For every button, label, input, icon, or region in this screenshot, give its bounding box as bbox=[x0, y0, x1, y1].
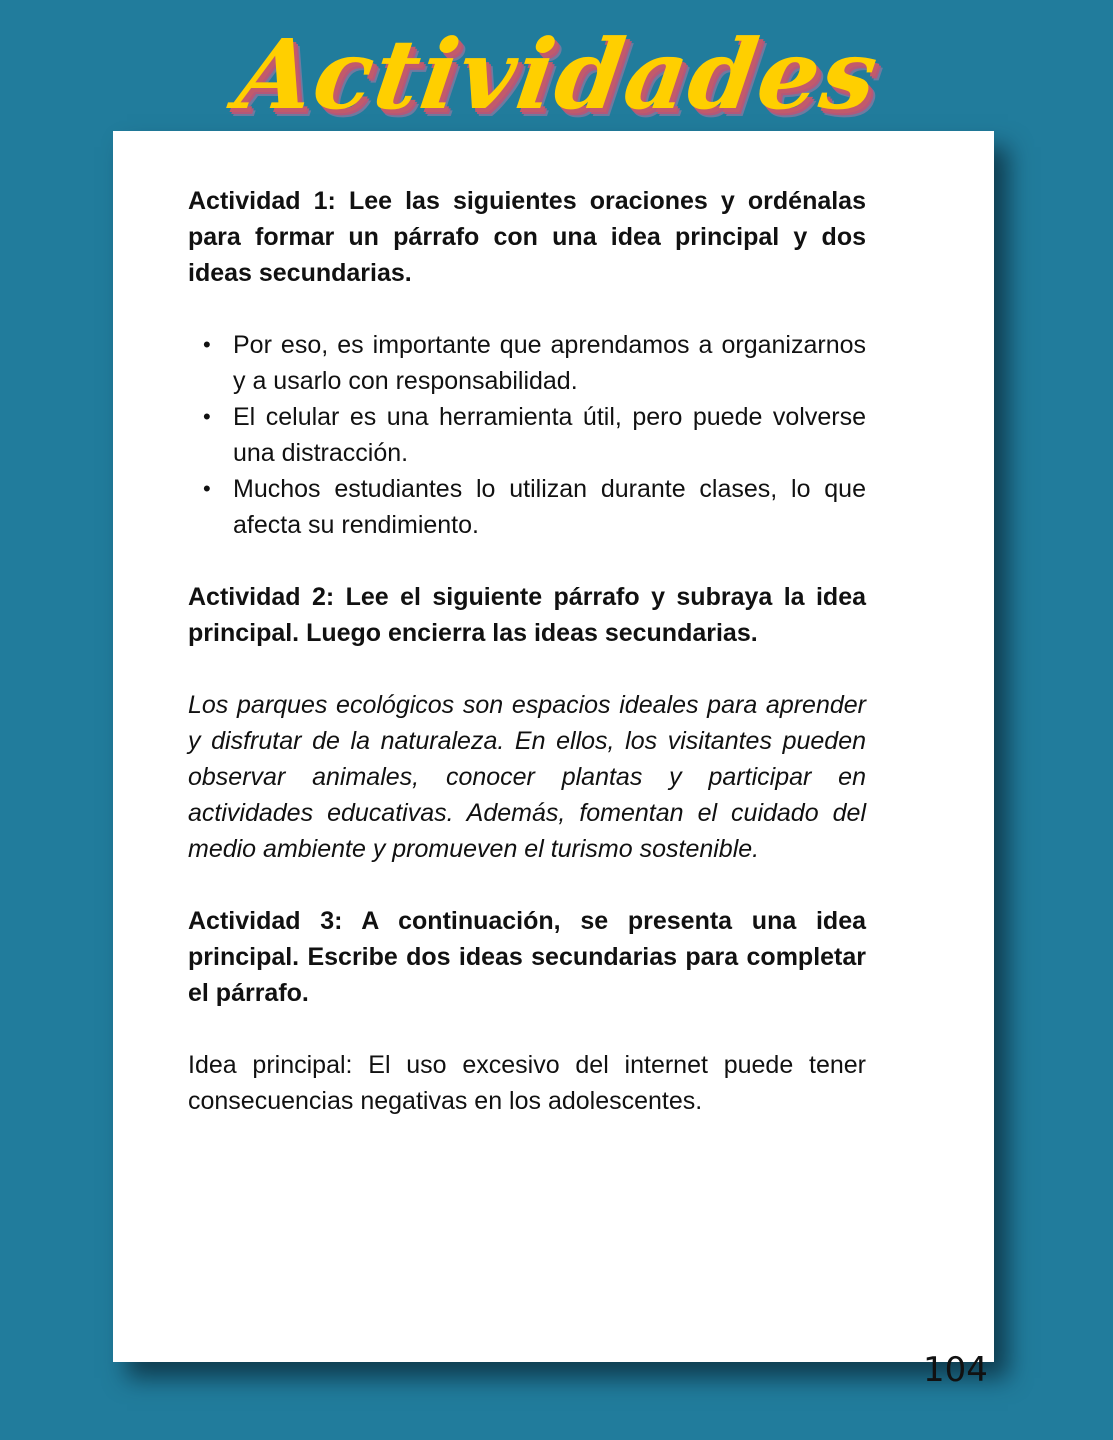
sentence-list bbox=[188, 327, 866, 543]
title-banner bbox=[0, 8, 1113, 138]
activity-3 bbox=[188, 903, 866, 1119]
activity-2-heading: Actividad 2: Lee el siguiente párrafo y subraya la idea principal. Luego encierra las ideas secundarias. bbox=[188, 583, 866, 647]
card-content bbox=[188, 183, 866, 1119]
activity-2 bbox=[188, 579, 866, 867]
page-number: 104 bbox=[923, 1350, 988, 1390]
list-item-text: El celular es una herramienta útil, pero puede volverse una distracción. bbox=[233, 403, 866, 467]
list-item bbox=[188, 399, 866, 471]
bullet-icon: • bbox=[203, 332, 211, 357]
list-item-text: Muchos estudiantes lo utilizan durante clases, lo que afecta su rendimiento. bbox=[233, 475, 866, 539]
activity-card bbox=[113, 131, 994, 1362]
list-item bbox=[188, 327, 866, 399]
activity-3-heading: Actividad 3: A continuación, se presenta una idea principal. Escribe dos ideas secundarias para completar el párrafo. bbox=[188, 907, 866, 1007]
bullet-icon: • bbox=[203, 476, 211, 501]
activity-1 bbox=[188, 183, 866, 543]
page-title: Actividades bbox=[230, 18, 886, 131]
activity-2-paragraph: Los parques ecológicos son espacios ideales para aprender y disfrutar de la naturaleza. En ellos, los visitantes pueden observar animales, conocer plantas y participar en actividades educativas. Además, fomentan el cuidado del medio ambiente y promueven el turismo sostenible. bbox=[188, 691, 866, 863]
list-item-text: Por eso, es importante que aprendamos a organizarnos y a usarlo con responsabilidad. bbox=[233, 331, 866, 395]
bullet-icon: • bbox=[203, 404, 211, 429]
list-item bbox=[188, 471, 866, 543]
activity-1-heading: Actividad 1: Lee las siguientes oraciones y ordénalas para formar un párrafo con una idea principal y dos ideas secundarias. bbox=[188, 187, 866, 287]
main-idea-paragraph: Idea principal: El uso excesivo del internet puede tener consecuencias negativas en los adolescentes. bbox=[188, 1051, 866, 1115]
